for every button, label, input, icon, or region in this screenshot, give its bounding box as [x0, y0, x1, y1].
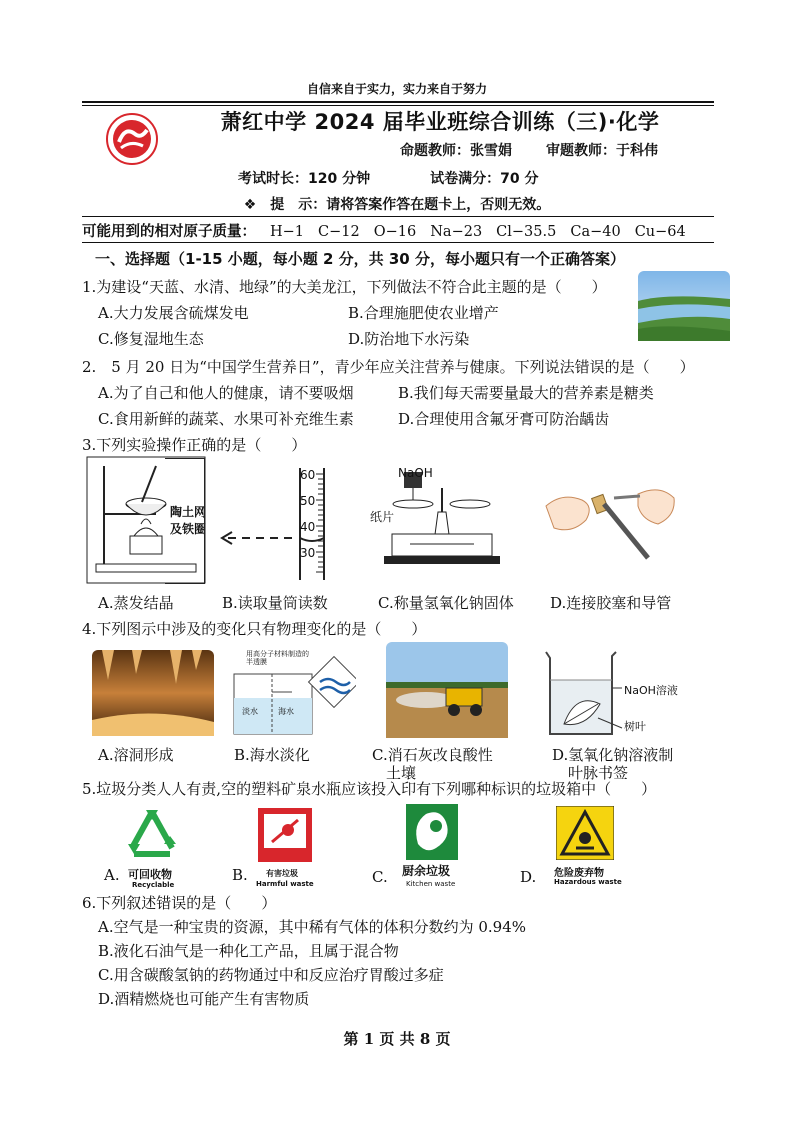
q2-option-a: A.为了自己和他人的健康，请不要吸烟 — [98, 384, 354, 402]
atomic-masses-label: 可能用到的相对原子质量： — [82, 224, 256, 240]
q4-stem: 4.下列图示中涉及的变化只有物理变化的是（ ） — [82, 620, 427, 638]
header-rule — [82, 101, 714, 103]
q1-option-b: B.合理施肥使农业增产 — [348, 304, 499, 322]
reviewer: 审题教师：于科伟 — [546, 143, 658, 159]
q5-letter-c: C. — [372, 868, 388, 886]
q4-option-d-line2: 叶脉书签 — [568, 764, 629, 782]
q1-option-c: C.修复湿地生态 — [98, 330, 204, 348]
farm-tractor-image — [386, 642, 508, 738]
q3-option-d: D.连接胶塞和导管 — [550, 594, 672, 612]
q6-option-d: D.酒精燃烧也可能产生有害物质 — [98, 990, 310, 1008]
hazardous-en: Hazardous waste — [554, 878, 622, 886]
atom-h: H−1 — [270, 224, 305, 240]
scale-50: 50 — [300, 494, 316, 508]
cave-image — [92, 650, 214, 736]
fig-a-side-box — [165, 458, 205, 584]
harmful-waste-icon — [258, 808, 312, 862]
connecting-stopper-figure — [542, 476, 678, 576]
q6-option-c: C.用含碳酸氢钠的药物通过中和反应治疗胃酸过多症 — [98, 966, 444, 984]
q2-option-c: C.食用新鲜的蔬菜、水果可补充维生素 — [98, 410, 354, 428]
duration: 考试时长：120 分钟 — [238, 171, 371, 187]
q2-option-b: B.我们每天需要量最大的营养素是糖类 — [398, 384, 654, 402]
kitchen-en: Kitchen waste — [406, 880, 456, 888]
section-heading: 一、选择题（1-15 小题，每小题 2 分，共 30 分，每小题只有一个正确答案） — [95, 250, 625, 268]
atom-ca: Ca−40 — [570, 224, 621, 240]
q5-letter-b: B. — [232, 866, 248, 884]
q5-letter-d: D. — [520, 868, 537, 886]
atom-cl: Cl−35.5 — [496, 224, 557, 240]
q5-letter-a: A. — [104, 866, 120, 884]
fig-c-paper-label: 纸片 — [370, 510, 395, 524]
kitchen-cn: 厨余垃圾 — [402, 864, 451, 878]
recyclable-cn: 可回收物 — [128, 868, 172, 881]
harmful-cn: 有害垃圾 — [266, 869, 298, 878]
divider — [82, 242, 714, 243]
atom-o: O−16 — [373, 224, 417, 240]
full-score: 试卷满分：70 分 — [430, 171, 539, 187]
divider — [82, 216, 714, 217]
q2-option-d: D.合理使用含氟牙膏可防治龋齿 — [398, 410, 610, 428]
kitchen-waste-icon — [406, 804, 458, 860]
page-footer: 第 1 页 共 8 页 — [343, 1030, 451, 1048]
q4-option-a: A.溶洞形成 — [98, 746, 174, 764]
hazardous-waste-icon — [556, 806, 614, 860]
q1-option-a: A.大力发展含硫煤发电 — [98, 304, 249, 322]
fig-a-side-label: 陶土网及铁圈 — [170, 505, 207, 536]
atom-c: C−12 — [318, 224, 360, 240]
q6-option-a: A.空气是一种宝贵的资源，其中稀有气体的体积分数约为 0.94% — [98, 918, 527, 936]
scale-60: 60 — [300, 468, 316, 482]
q3-option-b: B.读取量筒读数 — [222, 594, 328, 612]
q3-stem: 3.下列实验操作正确的是（ ） — [82, 436, 307, 454]
motto: 自信来自于实力，实力来自于努力 — [306, 82, 487, 96]
atomic-masses — [82, 220, 686, 241]
tip: ❖ 提 示：请将答案作答在题卡上，否则无效。 — [243, 197, 551, 213]
q4-option-b: B.海水淡化 — [234, 746, 310, 764]
q3-option-a: A.蒸发结晶 — [98, 594, 174, 612]
q2-stem: 2. 5 月 20 日为“中国学生营养日”，青少年应关注营养与健康。下列说法错误的是（ ） — [82, 358, 695, 376]
setter: 命题教师：张雪娟 — [400, 143, 512, 159]
scale-40: 40 — [300, 520, 316, 534]
q4-option-d: D.氢氧化钠溶液制 — [552, 746, 674, 764]
fig-b-fresh-label: 淡水 — [242, 707, 258, 716]
q6-stem: 6.下列叙述错误的是（ ） — [82, 894, 277, 912]
q3-option-c: C.称量氢氧化钠固体 — [378, 594, 514, 612]
fig-d-leaf-label: 树叶 — [624, 720, 646, 733]
hazardous-cn: 危险废弃物 — [554, 868, 604, 879]
cylinder-reading-figure — [220, 462, 340, 586]
q6-option-b: B.液化石油气是一种化工产品，且属于混合物 — [98, 942, 399, 960]
harmful-en: Harmful waste — [256, 880, 314, 888]
q4-option-c: C.消石灰改良酸性 — [372, 746, 493, 764]
q1-stem: 1.为建设“天蓝、水清、地绿”的大美龙江，下列做法不符合此主题的是（ ） — [82, 278, 607, 296]
atom-cu: Cu−64 — [634, 224, 686, 240]
river-landscape-image — [638, 271, 730, 341]
exam-title: 萧红中学 2024 届毕业班综合训练（三)·化学 — [220, 110, 660, 134]
recycle-icon — [124, 806, 180, 862]
q4-option-c-line2: 土壤 — [386, 764, 417, 782]
q5-stem: 5.垃圾分类人人有责,空的塑料矿泉水瓶应该投入印有下列哪种标识的垃圾箱中（ ） — [82, 780, 657, 798]
fig-c-naoh-label: NaOH — [398, 466, 433, 480]
fig-d-naoh-label: NaOH溶液 — [624, 684, 678, 697]
fig-b-sea-label: 海水 — [278, 707, 294, 716]
exam-meta — [238, 168, 538, 188]
school-logo — [105, 112, 159, 166]
atom-na: Na−23 — [430, 224, 483, 240]
fig-b-membrane-label: 用高分子材料制造的半透膜 — [246, 650, 309, 666]
recyclable-en: Recyclable — [132, 881, 175, 889]
q1-option-d: D.防治地下水污染 — [348, 330, 470, 348]
teachers — [400, 140, 658, 160]
scale-30: 30 — [300, 546, 316, 560]
